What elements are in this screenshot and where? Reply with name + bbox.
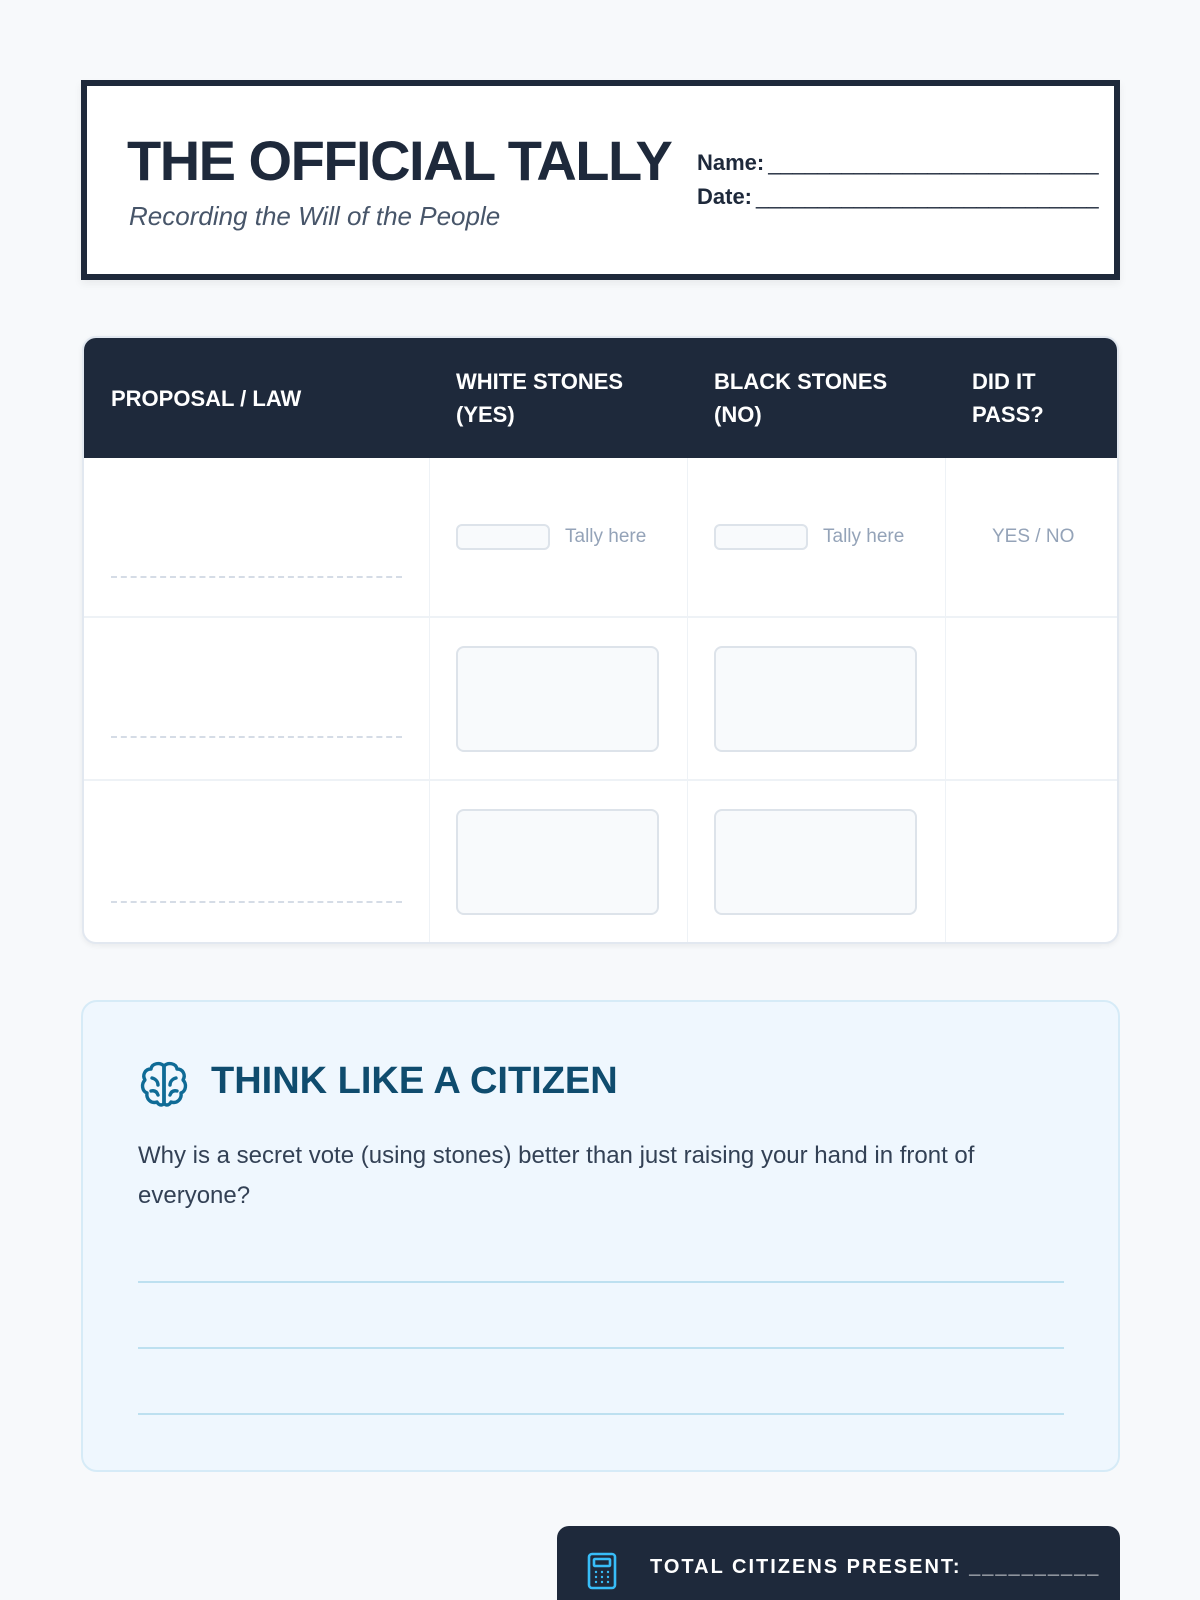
white-stones-tally-hint: Tally here (565, 526, 647, 547)
date-label: Date: (697, 184, 753, 209)
table-header (84, 338, 1117, 458)
column-header-line: BLACK STONES (714, 369, 888, 394)
reflection-title: THINK LIKE A CITIZEN (211, 1060, 618, 1102)
reflection-card (81, 1000, 1120, 1472)
worksheet-subtitle: Recording the Will of the People (129, 201, 501, 231)
calculator-icon (587, 1552, 617, 1590)
column-header-line: (NO) (714, 402, 762, 427)
table-row (84, 458, 1117, 618)
column-header-white-stones (456, 338, 676, 458)
column-header-line: WHITE STONES (456, 369, 624, 394)
proposal-write-line[interactable] (111, 736, 402, 738)
worksheet-header (81, 80, 1120, 280)
table-row (84, 618, 1117, 781)
proposal-write-line[interactable] (111, 901, 402, 903)
reflection-question: Why is a secret vote (using stones) better than just raising your hand in front of everyone? (138, 1142, 975, 1209)
column-header-line: PASS? (972, 402, 1044, 427)
white-stones-tally-box[interactable] (456, 809, 659, 915)
column-header-did-it-pass (972, 338, 1102, 458)
table-row (84, 781, 1117, 944)
black-stones-tally-hint: Tally here (823, 526, 905, 547)
black-stones-tally-box[interactable] (714, 809, 917, 915)
black-stones-tally-box[interactable] (714, 646, 917, 752)
pass-hint: YES / NO (992, 526, 1075, 547)
white-stones-tally-box[interactable] (456, 646, 659, 752)
column-header-proposal (111, 338, 421, 458)
white-stones-tally-box[interactable] (456, 524, 550, 550)
column-header-line: DID IT (972, 369, 1036, 394)
name-label: Name: (697, 150, 765, 175)
total-citizens-panel (557, 1526, 1120, 1600)
date-blank[interactable]: ____________________________ (756, 184, 1099, 209)
tally-table (82, 336, 1119, 944)
date-field[interactable] (697, 184, 1099, 210)
brain-icon (138, 1058, 190, 1110)
black-stones-tally-box[interactable] (714, 524, 808, 550)
total-citizens-label[interactable]: TOTAL CITIZENS PRESENT: __________ (650, 1556, 1101, 1578)
worksheet-title: THE OFFICIAL TALLY (127, 129, 672, 192)
answer-line[interactable] (138, 1347, 1064, 1349)
name-field[interactable] (697, 150, 1099, 176)
column-header-black-stones (714, 338, 934, 458)
column-header-line: PROPOSAL / LAW (111, 385, 302, 411)
proposal-write-line[interactable] (111, 576, 402, 578)
answer-line[interactable] (138, 1413, 1064, 1415)
name-blank[interactable]: ___________________________ (768, 150, 1099, 175)
answer-line[interactable] (138, 1281, 1064, 1283)
column-header-line: (YES) (456, 402, 515, 427)
